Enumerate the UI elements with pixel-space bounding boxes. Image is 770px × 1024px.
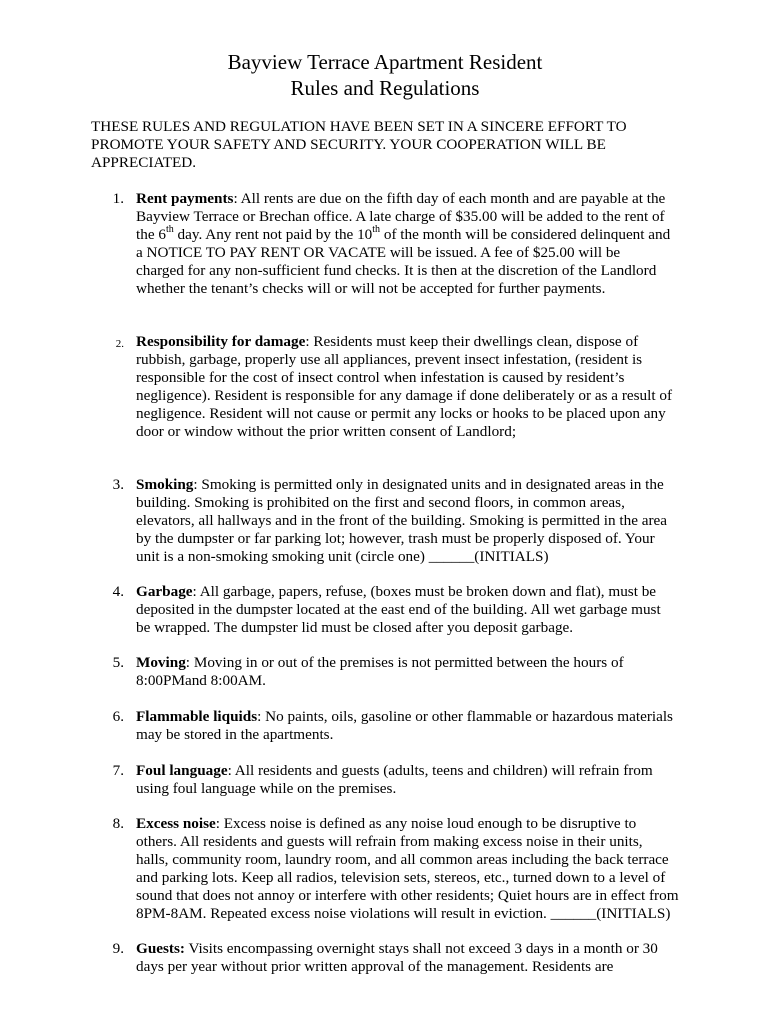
rule-heading: Rent payments xyxy=(136,190,234,207)
rule-number: 8. xyxy=(112,815,124,832)
rule-line: a NOTICE TO PAY RENT OR VACATE will be issued. A fee of $25.00 will be xyxy=(136,244,621,261)
rule-number: 4. xyxy=(112,583,124,600)
rule-heading: Excess noise xyxy=(136,815,216,832)
intro-line: PROMOTE YOUR SAFETY AND SECURITY. YOUR COOPERATION WILL BE xyxy=(91,136,606,153)
intro-line: APPRECIATED. xyxy=(91,154,197,171)
rule-line: : Smoking is permitted only in designated units and in designated areas in the xyxy=(193,476,664,493)
rule-line: 8PM-8AM. Repeated excess noise violations will result in eviction. ______(INITIALS) xyxy=(136,905,671,922)
rule-heading: Smoking xyxy=(136,476,194,493)
rule-heading: Garbage xyxy=(136,583,193,600)
rule-text xyxy=(136,190,681,298)
rule-line: door or window without the prior written consent of Landlord; xyxy=(136,423,517,440)
rule-line: deposited in the dumpster located at the east end of the building. All wet garbage must xyxy=(136,601,661,618)
rule-text xyxy=(136,333,681,441)
rule-number: 6. xyxy=(112,708,124,725)
rule-number: 1. xyxy=(112,190,124,207)
rule-line: be wrapped. The dumpster lid must be closed after you deposit garbage. xyxy=(136,619,574,636)
rule-line: sound that does not annoy or interfere with other residents; Quiet hours are in effect from xyxy=(136,887,679,904)
rule-line: : Residents must keep their dwellings clean, dispose of xyxy=(305,333,639,350)
rule-line: unit is a non-smoking smoking unit (circle one) ______(INITIALS) xyxy=(136,548,549,565)
rule-number: 5. xyxy=(112,654,124,671)
rule-heading: Responsibility for damage xyxy=(136,333,306,350)
rule-line: 8:00PMand 8:00AM. xyxy=(136,672,266,689)
rule-line: by the dumpster or far parking lot; however, trash must be properly disposed of. Your xyxy=(136,530,655,547)
rule-line: responsible for the cost of insect control when infestation is caused by resident’s xyxy=(136,369,625,386)
rule-line: : Moving in or out of the premises is not permitted between the hours of xyxy=(185,654,624,671)
document-title: Bayview Terrace Apartment Resident xyxy=(227,50,543,74)
rule-line: days per year without prior written approval of the management. Residents are xyxy=(136,958,614,975)
rule-heading: Flammable liquids xyxy=(136,708,258,725)
rule-line: others. All residents and guests will refrain from making excess noise in their units, xyxy=(136,833,643,850)
rule-line: : Excess noise is defined as any noise loud enough to be disruptive to xyxy=(215,815,637,832)
intro-line: THESE RULES AND REGULATION HAVE BEEN SET IN A SINCERE EFFORT TO xyxy=(91,118,627,135)
rule-line: whether the tenant’s checks will or will not be accepted for further payments. xyxy=(136,280,606,297)
intro-paragraph xyxy=(91,118,691,172)
rule-line: rubbish, garbage, properly use all appliances, prevent insect infestation, (resident is xyxy=(136,351,643,368)
rule-line: : All residents and guests (adults, teens and children) will refrain from xyxy=(227,762,653,779)
rule-line: the 6th day. Any rent not paid by the 10th of the month will be considered delinquent and xyxy=(136,223,671,243)
rule-text xyxy=(136,708,681,744)
rule-text xyxy=(136,762,681,798)
rule-heading: Guests: xyxy=(136,940,185,957)
rule-line: : No paints, oils, gasoline or other flammable or hazardous materials xyxy=(257,708,673,725)
rule-heading: Moving xyxy=(136,654,186,671)
rule-line: Visits encompassing overnight stays shall not exceed 3 days in a month or 30 xyxy=(184,940,658,957)
rule-line: building. Smoking is prohibited on the first and second floors, in common areas, xyxy=(136,494,625,511)
rule-line: may be stored in the apartments. xyxy=(136,726,334,743)
rule-line: elevators, all hallways and in the front of the building. Smoking is permitted in the area xyxy=(136,512,668,529)
rule-line: using foul language while on the premises. xyxy=(136,780,397,797)
rule-heading: Foul language xyxy=(136,762,228,779)
rule-text xyxy=(136,583,681,637)
document-subtitle: Rules and Regulations xyxy=(290,76,480,100)
rule-text xyxy=(136,815,681,923)
rule-line: : All rents are due on the fifth day of each month and are payable at the xyxy=(233,190,666,207)
rule-line: halls, community room, laundry room, and all common areas including the back terrace xyxy=(136,851,669,868)
rule-number: 2. xyxy=(115,338,124,350)
rule-text xyxy=(136,940,681,976)
rule-line: Bayview Terrace or Brechan office. A late charge of $35.00 will be added to the rent of xyxy=(136,208,665,225)
rule-line: negligence). Resident is responsible for any damage if done deliberately or as a result of xyxy=(136,387,673,404)
rule-line: : All garbage, papers, refuse, (boxes must be broken down and flat), must be xyxy=(192,583,657,600)
rule-number: 7. xyxy=(112,762,124,779)
rule-number: 9. xyxy=(112,940,124,957)
rule-line: and parking lots. Keep all radios, television sets, stereos, etc., turned down to a level of xyxy=(136,869,666,886)
rule-line: charged for any non-sufficient fund checks. It is then at the discretion of the Landlord xyxy=(136,262,657,279)
rule-text xyxy=(136,476,681,566)
rule-text xyxy=(136,654,681,690)
rule-line: negligence. Resident will not cause or permit any locks or hooks to be placed upon any xyxy=(136,405,666,422)
rule-number: 3. xyxy=(112,476,124,493)
